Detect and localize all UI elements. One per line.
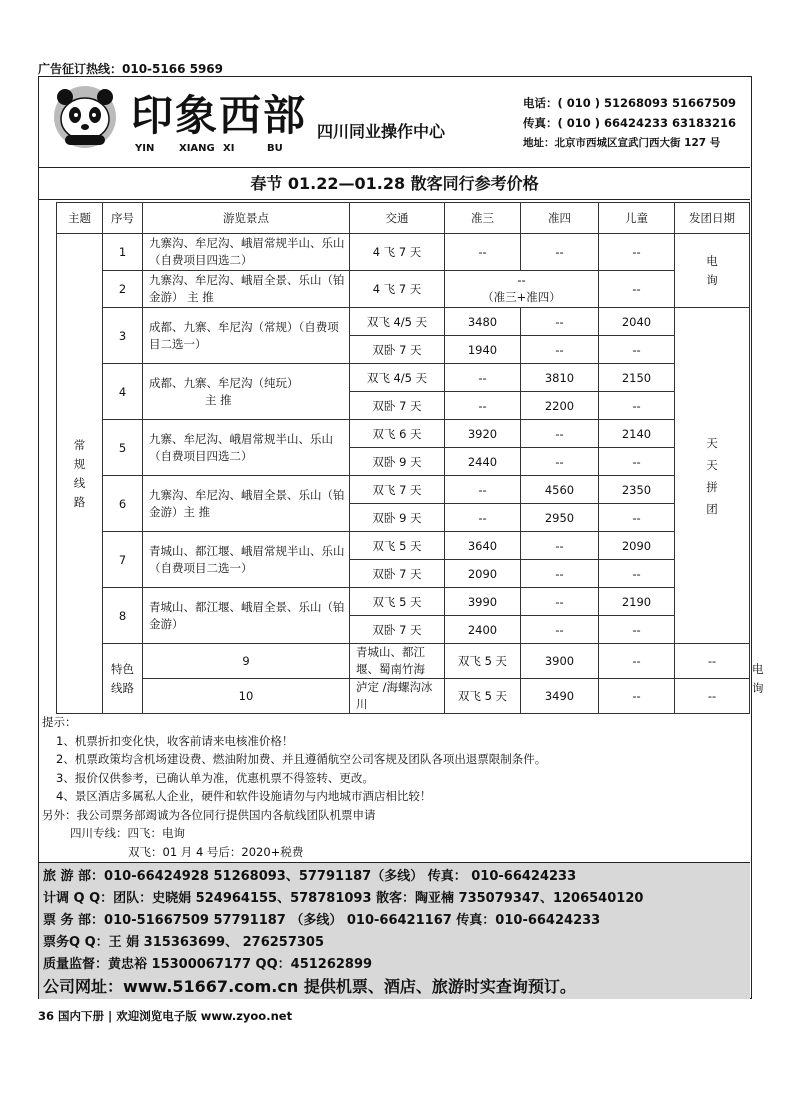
notes-section [42,713,748,861]
sights-cell: 九寨、牟尼沟、峨眉常规半山、乐山 （自费项目四选二） [143,420,350,476]
price-child: 2140 [599,420,675,448]
transport-cell: 双卧 7 天 [350,392,445,420]
transport-cell: 双卧 7 天 [350,336,445,364]
price-std3: -- [445,392,521,420]
col-header: 主题 [57,203,103,234]
contact-phone: 电话：( 010 ) 51268093 51667509 [523,96,737,110]
price-std4: -- [521,308,599,336]
price-std3: 3990 [445,588,521,616]
note-extra: 四川专线：四飞：电询 [70,826,185,840]
col-header: 序号 [103,203,143,234]
sights-cell: 九寨沟、牟尼沟、峨眉全景、乐山（铂金游） 主 推 [143,271,350,308]
col-header: 准三 [445,203,521,234]
col-header: 准四 [521,203,599,234]
topic-cell: 常 规 线 路 [57,234,103,714]
pinyin-syllable: XI [223,143,235,154]
row-number: 8 [103,588,143,644]
price-std4: -- [599,679,675,714]
footer-contacts [39,862,750,999]
note-item: 1、机票折扣变化快，收客前请来电核准价格！ [56,733,294,748]
price-child: -- [599,616,675,644]
section-title: 春节 01.22—01.28 散客同行参考价格 [39,169,750,200]
contact-fax: 传真：( 010 ) 66424233 63183216 [523,116,737,130]
transport-cell: 双飞 5 天 [445,679,521,714]
col-header: 儿童 [599,203,675,234]
price-child: -- [675,679,750,714]
price-std3: 3480 [445,308,521,336]
pinyin-syllable: YIN [135,143,155,154]
footer-quality: 质量监督：黄忠裕 15300067177 QQ：451262899 [43,957,373,972]
price-std4: -- [521,616,599,644]
brand-name: 印象西部 [131,91,308,140]
transport-cell: 双卧 7 天 [350,616,445,644]
price-std3: -- [445,504,521,532]
price-std4: -- [521,448,599,476]
sights-cell: 泸定 /海螺沟冰川 [350,679,445,714]
transport-cell: 4 飞 7 天 [350,271,445,308]
price-child: -- [599,234,675,271]
sights-tag: 主 推 [205,392,232,407]
ad-hotline: 广告征订热线：010-5166 5969 [38,62,224,76]
transport-cell: 双飞 4/5 天 [350,364,445,392]
price-std3: -- [445,364,521,392]
note-extra: 双飞：01 月 4 号后：2020+税费 [128,844,304,859]
row-number: 5 [103,420,143,476]
transport-cell: 双飞 7 天 [350,476,445,504]
price-std3: 2400 [445,616,521,644]
table-row [57,271,750,308]
transport-cell: 双飞 6 天 [350,420,445,448]
price-std4: -- [521,532,599,560]
row-number: 3 [103,308,143,364]
transport-cell: 双飞 4/5 天 [350,308,445,336]
table-row [57,679,750,714]
sights-cell [143,364,350,420]
price-child: 2350 [599,476,675,504]
price-std4: -- [521,588,599,616]
table-row [57,364,750,392]
table-row: 特色 线路 9 青城山、都江堰、蜀南竹海 双飞 5 天 3900 -- -- 电 询 [57,644,750,679]
sights-cell: 成都、九寨、牟尼沟（常规）（自费项目二选一） [143,308,350,364]
price-merged [445,271,599,308]
sights-cell: 青城山、都江堰、蜀南竹海 [350,644,445,679]
price-child: 2090 [599,532,675,560]
row-number: 7 [103,532,143,588]
transport-cell: 双卧 9 天 [350,448,445,476]
row-number: 2 [103,271,143,308]
sights-cell: 九寨沟、牟尼沟、峨眉全景、乐山（铂金游）主 推 [143,476,350,532]
price-std3: 3900 [521,644,599,679]
col-header: 交通 [350,203,445,234]
footer-travel-dept: 旅 游 部：010-66424928 51268093、57791187（多线） 传真： 010-66424233 [43,869,577,884]
row-number: 1 [103,234,143,271]
panda-logo-icon [53,85,117,149]
price-std3: -- [445,234,521,271]
price-child: -- [599,271,675,308]
table-header-row [57,203,750,234]
transport-cell: 双飞 5 天 [445,644,521,679]
price-std3: 3920 [445,420,521,448]
price-std4: 2200 [521,392,599,420]
price-std4: -- [521,336,599,364]
price-child: 2040 [599,308,675,336]
topic-cell: 特色 线路 [103,644,143,714]
price-std4: -- [521,560,599,588]
sights-cell: 青城山、都江堰、峨眉全景、乐山（铂金游） [143,588,350,644]
price-child: -- [599,448,675,476]
table-row [57,532,750,560]
brand-pinyin [135,143,311,154]
table-row [57,234,750,271]
price-std4: 2950 [521,504,599,532]
sights-text: 成都、九寨、牟尼沟（纯玩） [149,375,299,390]
table-row [57,420,750,448]
price-merged-value: -- [517,273,526,287]
pinyin-syllable: BU [267,143,283,154]
row-number: 10 [143,679,350,714]
price-std4: -- [521,234,599,271]
price-child: -- [599,392,675,420]
price-child: -- [599,560,675,588]
footer-website[interactable]: 公司网址：www.51667.com.cn 提供机票、酒店、旅游时实查询预订。 [43,977,576,996]
price-std3: 3640 [445,532,521,560]
transport-cell: 双卧 7 天 [350,560,445,588]
transport-cell: 4 飞 7 天 [350,234,445,271]
transport-cell: 双卧 9 天 [350,504,445,532]
table-row [57,308,750,336]
price-std3: 1940 [445,336,521,364]
price-table [56,202,764,714]
date-cell: 天 天 拼 团 [675,308,750,644]
note-item: 3、报价仅供参考，已确认单为准，优惠机票不得签转、更改。 [56,770,374,785]
price-std4: 4560 [521,476,599,504]
note-item: 2、机票政策均含机场建设费、燃油附加费、并且遵循航空公司客规及团队各项出退票限制条件。 [56,752,547,766]
price-child: -- [675,644,750,679]
footer-ticket-dept: 票 务 部：010-51667509 57791187 （多线） 010-66421167 传真：010-66424233 [43,913,601,928]
table-row [57,588,750,616]
page-footer: 36 国内下册 | 欢迎浏览电子版 www.zyoo.net [38,1009,293,1023]
price-table-wrapper [56,202,764,714]
contact-info [523,93,736,153]
transport-cell: 双飞 5 天 [350,588,445,616]
date-cell: 电 询 [675,234,750,308]
brand-subtitle: 四川同业操作中心 [317,122,446,141]
price-merged-note: （准三+准四） [482,290,561,304]
row-number: 9 [143,644,350,679]
price-std4: 3810 [521,364,599,392]
footer-planner-qq: 计调 Q Q：团队：史晓娟 524964155、578781093 散客：陶亚楠 735079347、1206540120 [43,891,644,906]
price-std4: -- [599,644,675,679]
note-extra: 另外：我公司票务部竭诚为各位同行提供国内各航线团队机票申请 [42,807,376,822]
note-item: 4、景区酒店多属私人企业，硬件和软件设施请勿与内地城市酒店相比较！ [56,789,432,803]
price-std3: 3490 [521,679,599,714]
contact-address: 地址：北京市西城区宣武门西大街 127 号 [523,137,721,149]
col-header: 游览景点 [143,203,350,234]
price-child: -- [599,336,675,364]
price-std4: -- [521,420,599,448]
price-std3: -- [445,476,521,504]
row-number: 4 [103,364,143,420]
price-child: 2150 [599,364,675,392]
notes-heading: 提示： [42,715,77,729]
page-frame [38,76,764,999]
sights-cell: 青城山、都江堰、峨眉常规半山、乐山（自费项目二选一） [143,532,350,588]
price-child: -- [599,504,675,532]
price-std3: 2090 [445,560,521,588]
pinyin-syllable: XIANG [179,143,215,154]
footer-ticket-qq: 票务Q Q：王 娟 315363699、 276257305 [43,935,325,950]
table-row [57,476,750,504]
sights-cell: 九寨沟、牟尼沟、峨眉常规半山、乐山 （自费项目四选二） [143,234,350,271]
col-header: 发团日期 [675,203,750,234]
price-child: 2190 [599,588,675,616]
transport-cell: 双飞 5 天 [350,532,445,560]
price-std3: 2440 [445,448,521,476]
row-number: 6 [103,476,143,532]
header [39,77,750,168]
